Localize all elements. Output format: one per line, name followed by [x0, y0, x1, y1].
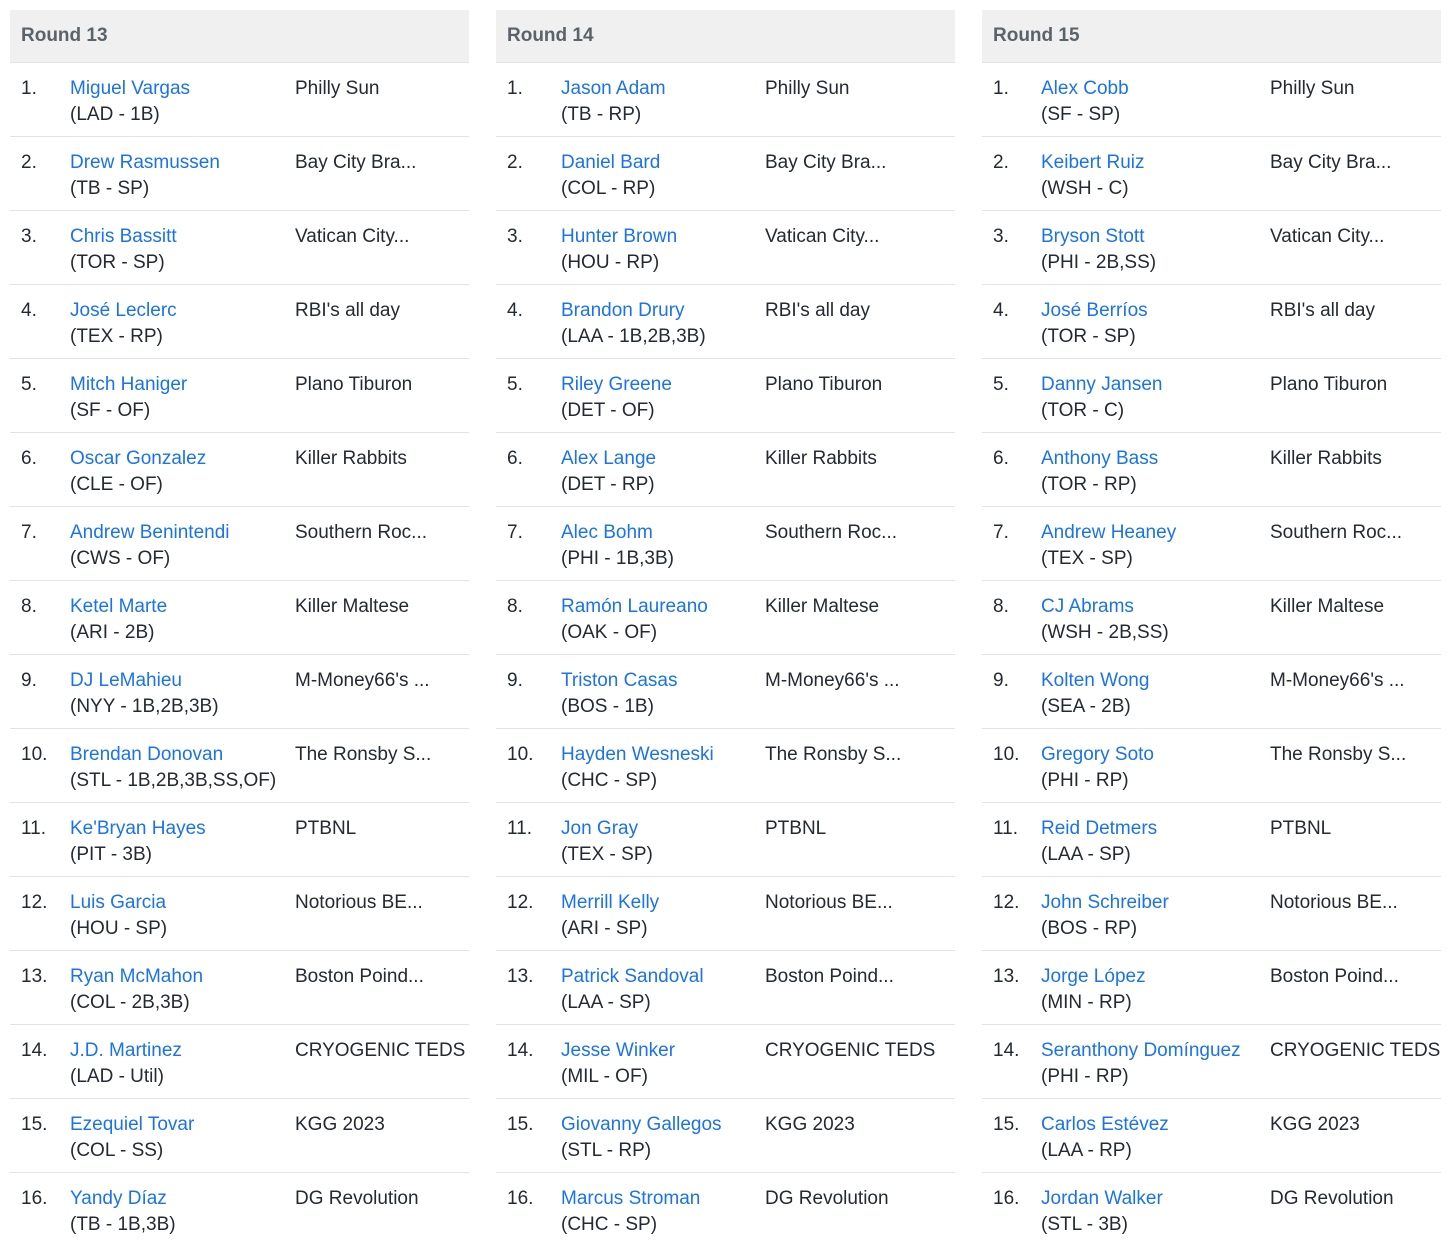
round-header: Round 13 [10, 10, 469, 63]
player-position: (TEX - SP) [1041, 548, 1133, 569]
player-name-link[interactable]: Ketel Marte [70, 596, 168, 617]
fantasy-team-name: Plano Tiburon [295, 374, 413, 395]
pick-number: 5. [993, 374, 1009, 395]
pick-number: 15. [993, 1114, 1020, 1135]
pick-player [561, 668, 765, 720]
player-name-link[interactable]: Merrill Kelly [561, 892, 660, 913]
fantasy-team-name: DG Revolution [1270, 1188, 1394, 1209]
player-position: (STL - RP) [561, 1140, 652, 1161]
pick-row [496, 1025, 955, 1099]
player-name-link[interactable]: Jason Adam [561, 78, 666, 99]
pick-row [496, 137, 955, 211]
pick-row [982, 1099, 1441, 1173]
pick-number: 15. [507, 1114, 534, 1135]
pick-player [1041, 816, 1270, 868]
player-position: (PIT - 3B) [70, 844, 152, 865]
fantasy-team-name: Vatican City... [295, 226, 410, 247]
pick-row [982, 1025, 1441, 1099]
player-name-link[interactable]: Alex Cobb [1041, 78, 1129, 99]
pick-number: 2. [21, 152, 37, 173]
pick-row [10, 951, 469, 1025]
player-name-link[interactable]: Alec Bohm [561, 522, 653, 543]
pick-row [982, 877, 1441, 951]
player-position: (PHI - 1B,3B) [561, 548, 674, 569]
player-position: (WSH - 2B,SS) [1041, 622, 1169, 643]
pick-row [496, 729, 955, 803]
pick-number: 1. [993, 78, 1009, 99]
pick-number: 12. [21, 892, 48, 913]
pick-row [982, 211, 1441, 285]
player-position: (OAK - OF) [561, 622, 658, 643]
fantasy-team-name: KGG 2023 [765, 1114, 855, 1135]
player-name-link[interactable]: Jesse Winker [561, 1040, 676, 1061]
pick-player [70, 150, 295, 202]
pick-number: 12. [993, 892, 1020, 913]
player-name-link[interactable]: Ramón Laureano [561, 596, 708, 617]
pick-number: 14. [507, 1040, 534, 1061]
player-name-link[interactable]: Alex Lange [561, 448, 657, 469]
pick-row [10, 1025, 469, 1099]
pick-number: 5. [21, 374, 37, 395]
pick-row [982, 1173, 1441, 1247]
pick-player [561, 224, 765, 276]
fantasy-team-name: M-Money66's ... [1270, 670, 1405, 691]
pick-row [10, 581, 469, 655]
fantasy-team-name: The Ronsby S... [295, 744, 432, 765]
fantasy-team-name: Boston Poind... [765, 966, 894, 987]
fantasy-team-name: Killer Maltese [765, 596, 880, 617]
player-name-link[interactable]: Chris Bassitt [70, 226, 177, 247]
player-name-link[interactable]: Riley Greene [561, 374, 672, 395]
round-picks [10, 63, 469, 1247]
player-name-link[interactable]: Gregory Soto [1041, 744, 1154, 765]
pick-number: 4. [993, 300, 1009, 321]
pick-row [982, 507, 1441, 581]
pick-row [982, 285, 1441, 359]
pick-row [496, 1099, 955, 1173]
fantasy-team-name: The Ronsby S... [765, 744, 902, 765]
pick-player [70, 372, 295, 424]
player-position: (WSH - C) [1041, 178, 1129, 199]
pick-row [496, 63, 955, 137]
player-position: (BOS - RP) [1041, 918, 1138, 939]
pick-row [10, 359, 469, 433]
pick-row [982, 433, 1441, 507]
pick-row [10, 1099, 469, 1173]
round-picks [496, 63, 955, 1247]
fantasy-team-name: Philly Sun [765, 78, 850, 99]
player-position: (CWS - OF) [70, 548, 171, 569]
pick-row [496, 433, 955, 507]
pick-number: 6. [993, 448, 1009, 469]
player-position: (TB - RP) [561, 104, 642, 125]
pick-player [1041, 742, 1270, 794]
pick-number: 16. [993, 1188, 1020, 1209]
player-name-link[interactable]: Brandon Drury [561, 300, 685, 321]
fantasy-team-name: Vatican City... [765, 226, 880, 247]
pick-player [70, 298, 295, 350]
draft-results [10, 10, 1441, 1247]
player-name-link[interactable]: John Schreiber [1041, 892, 1169, 913]
round-header: Round 15 [982, 10, 1441, 63]
player-name-link[interactable]: CJ Abrams [1041, 596, 1134, 617]
pick-row [982, 729, 1441, 803]
pick-row [10, 507, 469, 581]
pick-number: 6. [507, 448, 523, 469]
pick-number: 10. [507, 744, 534, 765]
player-position: (ARI - SP) [561, 918, 648, 939]
pick-number: 7. [21, 522, 37, 543]
pick-player [1041, 76, 1270, 128]
pick-number: 2. [993, 152, 1009, 173]
pick-player [561, 1038, 765, 1090]
pick-number: 14. [21, 1040, 48, 1061]
fantasy-team-name: Plano Tiburon [1270, 374, 1388, 395]
player-position: (PHI - 2B,SS) [1041, 252, 1157, 273]
player-name-link[interactable]: Oscar Gonzalez [70, 448, 207, 469]
fantasy-team-name: PTBNL [1270, 818, 1332, 839]
pick-row [982, 359, 1441, 433]
pick-player [1041, 964, 1270, 1016]
player-name-link[interactable]: DJ LeMahieu [70, 670, 182, 691]
player-position: (DET - RP) [561, 474, 655, 495]
pick-player [561, 1186, 765, 1238]
player-name-link[interactable]: Anthony Bass [1041, 448, 1159, 469]
pick-row [10, 1173, 469, 1247]
fantasy-team-name: Killer Maltese [1270, 596, 1385, 617]
pick-number: 3. [21, 226, 37, 247]
fantasy-team-name: Killer Rabbits [765, 448, 877, 469]
player-name-link[interactable]: José Berríos [1041, 300, 1148, 321]
round-column [10, 10, 469, 1247]
pick-player [1041, 1112, 1270, 1164]
fantasy-team-name: CRYOGENIC TEDS [765, 1040, 936, 1061]
fantasy-team-name: Killer Rabbits [295, 448, 407, 469]
pick-row [982, 951, 1441, 1025]
pick-player [561, 1112, 765, 1164]
player-name-link[interactable]: Bryson Stott [1041, 226, 1145, 247]
pick-number: 8. [993, 596, 1009, 617]
pick-player [561, 150, 765, 202]
player-name-link[interactable]: Carlos Estévez [1041, 1114, 1169, 1135]
player-name-link[interactable]: Seranthony Domínguez [1041, 1040, 1241, 1061]
pick-player [1041, 1038, 1270, 1090]
pick-player [70, 816, 295, 868]
player-position: (HOU - RP) [561, 252, 660, 273]
round-header: Round 14 [496, 10, 955, 63]
pick-player [1041, 298, 1270, 350]
player-name-link[interactable]: Danny Jansen [1041, 374, 1163, 395]
pick-row [10, 433, 469, 507]
pick-row [496, 1173, 955, 1247]
player-name-link[interactable]: Triston Casas [561, 670, 678, 691]
player-name-link[interactable]: José Leclerc [70, 300, 177, 321]
pick-row [496, 211, 955, 285]
round-column [982, 10, 1441, 1247]
fantasy-team-name: Bay City Bra... [295, 152, 417, 173]
fantasy-team-name: Notorious BE... [765, 892, 893, 913]
player-name-link[interactable]: Drew Rasmussen [70, 152, 220, 173]
player-position: (BOS - 1B) [561, 696, 654, 717]
fantasy-team-name: Boston Poind... [295, 966, 424, 987]
pick-number: 13. [993, 966, 1020, 987]
pick-player [561, 964, 765, 1016]
pick-number: 10. [993, 744, 1020, 765]
pick-number: 13. [507, 966, 534, 987]
pick-row [10, 63, 469, 137]
fantasy-team-name: The Ronsby S... [1270, 744, 1407, 765]
fantasy-team-name: KGG 2023 [1270, 1114, 1360, 1135]
pick-row [10, 285, 469, 359]
pick-row [10, 137, 469, 211]
player-name-link[interactable]: Kolten Wong [1041, 670, 1150, 691]
pick-player [561, 298, 765, 350]
fantasy-team-name: Philly Sun [295, 78, 380, 99]
pick-number: 11. [993, 818, 1019, 839]
pick-player [561, 372, 765, 424]
player-position: (LAA - RP) [1041, 1140, 1132, 1161]
pick-row [982, 655, 1441, 729]
fantasy-team-name: Bay City Bra... [765, 152, 887, 173]
player-position: (TOR - SP) [1041, 326, 1136, 347]
player-name-link[interactable]: Jordan Walker [1041, 1188, 1163, 1209]
pick-number: 3. [993, 226, 1009, 247]
pick-player [70, 890, 295, 942]
fantasy-team-name: PTBNL [765, 818, 827, 839]
pick-player [70, 964, 295, 1016]
fantasy-team-name: Southern Roc... [1270, 522, 1403, 543]
player-name-link[interactable]: Keibert Ruiz [1041, 152, 1145, 173]
fantasy-team-name: RBI's all day [765, 300, 871, 321]
pick-number: 9. [21, 670, 37, 691]
player-position: (MIL - OF) [561, 1066, 648, 1087]
player-position: (COL - SS) [70, 1140, 164, 1161]
player-position: (PHI - RP) [1041, 770, 1129, 791]
pick-row [496, 581, 955, 655]
fantasy-team-name: DG Revolution [765, 1188, 889, 1209]
player-position: (COL - 2B,3B) [70, 992, 190, 1013]
pick-number: 10. [21, 744, 48, 765]
player-position: (LAA - SP) [1041, 844, 1131, 865]
player-position: (SF - OF) [70, 400, 151, 421]
player-position: (LAD - Util) [70, 1066, 164, 1087]
pick-row [982, 63, 1441, 137]
player-name-link[interactable]: Brendan Donovan [70, 744, 224, 765]
pick-number: 4. [507, 300, 523, 321]
pick-row [496, 655, 955, 729]
player-name-link[interactable]: J.D. Martinez [70, 1040, 182, 1061]
pick-row [982, 803, 1441, 877]
player-name-link[interactable]: Ryan McMahon [70, 966, 204, 987]
pick-player [70, 742, 295, 794]
pick-row [10, 877, 469, 951]
pick-row [496, 507, 955, 581]
pick-number: 2. [507, 152, 523, 173]
player-position: (ARI - 2B) [70, 622, 155, 643]
pick-player [70, 520, 295, 572]
player-name-link[interactable]: Giovanny Gallegos [561, 1114, 722, 1135]
pick-player [70, 1186, 295, 1238]
player-position: (COL - RP) [561, 178, 656, 199]
pick-number: 7. [507, 522, 523, 543]
pick-player [70, 594, 295, 646]
pick-player [561, 76, 765, 128]
fantasy-team-name: Southern Roc... [765, 522, 898, 543]
pick-row [10, 211, 469, 285]
pick-player [70, 224, 295, 276]
player-position: (TB - SP) [70, 178, 150, 199]
pick-number: 13. [21, 966, 48, 987]
player-name-link[interactable]: Andrew Heaney [1041, 522, 1177, 543]
player-position: (LAA - SP) [561, 992, 651, 1013]
pick-number: 16. [21, 1188, 48, 1209]
pick-number: 8. [21, 596, 37, 617]
pick-row [10, 729, 469, 803]
player-position: (TOR - RP) [1041, 474, 1137, 495]
fantasy-team-name: Bay City Bra... [1270, 152, 1392, 173]
player-position: (MIN - RP) [1041, 992, 1132, 1013]
fantasy-team-name: CRYOGENIC TEDS [295, 1040, 466, 1061]
player-position: (SF - SP) [1041, 104, 1121, 125]
player-name-link[interactable]: Marcus Stroman [561, 1188, 701, 1209]
pick-player [1041, 372, 1270, 424]
fantasy-team-name: Plano Tiburon [765, 374, 883, 395]
player-position: (HOU - SP) [70, 918, 168, 939]
fantasy-team-name: Notorious BE... [1270, 892, 1398, 913]
pick-player [561, 890, 765, 942]
pick-number: 3. [507, 226, 523, 247]
fantasy-team-name: Southern Roc... [295, 522, 428, 543]
player-position: (CLE - OF) [70, 474, 163, 495]
fantasy-team-name: Killer Rabbits [1270, 448, 1382, 469]
pick-number: 15. [21, 1114, 48, 1135]
pick-row [496, 359, 955, 433]
player-position: (TB - 1B,3B) [70, 1214, 176, 1235]
fantasy-team-name: RBI's all day [295, 300, 401, 321]
fantasy-team-name: RBI's all day [1270, 300, 1376, 321]
pick-number: 11. [21, 818, 47, 839]
pick-number: 1. [21, 78, 37, 99]
player-position: (CHC - SP) [561, 770, 658, 791]
pick-row [10, 803, 469, 877]
player-position: (TOR - C) [1041, 400, 1125, 421]
player-position: (TEX - RP) [70, 326, 163, 347]
pick-player [1041, 446, 1270, 498]
fantasy-team-name: M-Money66's ... [765, 670, 900, 691]
player-name-link[interactable]: Hayden Wesneski [561, 744, 714, 765]
player-position: (DET - OF) [561, 400, 655, 421]
pick-player [561, 594, 765, 646]
pick-row [496, 803, 955, 877]
pick-player [1041, 150, 1270, 202]
pick-number: 16. [507, 1188, 534, 1209]
pick-player [1041, 890, 1270, 942]
fantasy-team-name: Killer Maltese [295, 596, 410, 617]
pick-player [561, 742, 765, 794]
pick-number: 1. [507, 78, 523, 99]
player-position: (TEX - SP) [561, 844, 653, 865]
pick-player [70, 1112, 295, 1164]
round-column [496, 10, 955, 1247]
pick-player [1041, 594, 1270, 646]
pick-player [1041, 520, 1270, 572]
player-name-link[interactable]: Mitch Haniger [70, 374, 188, 395]
player-position: (NYY - 1B,2B,3B) [70, 696, 219, 717]
player-position: (STL - 1B,2B,3B,SS,OF) [70, 770, 277, 791]
pick-number: 8. [507, 596, 523, 617]
fantasy-team-name: PTBNL [295, 818, 357, 839]
player-name-link[interactable]: Reid Detmers [1041, 818, 1158, 839]
player-name-link[interactable]: Hunter Brown [561, 226, 678, 247]
player-position: (TOR - SP) [70, 252, 165, 273]
pick-row [496, 877, 955, 951]
player-name-link[interactable]: Andrew Benintendi [70, 522, 230, 543]
pick-row [496, 285, 955, 359]
player-position: (LAD - 1B) [70, 104, 160, 125]
pick-number: 12. [507, 892, 534, 913]
round-picks [982, 63, 1441, 1247]
player-position: (LAA - 1B,2B,3B) [561, 326, 706, 347]
fantasy-team-name: DG Revolution [295, 1188, 419, 1209]
pick-player [1041, 1186, 1270, 1238]
pick-number: 7. [993, 522, 1009, 543]
pick-player [70, 76, 295, 128]
pick-row [496, 951, 955, 1025]
pick-player [1041, 668, 1270, 720]
player-name-link[interactable]: Ezequiel Tovar [70, 1114, 195, 1135]
pick-number: 9. [507, 670, 523, 691]
player-name-link[interactable]: Jorge López [1041, 966, 1146, 987]
player-name-link[interactable]: Patrick Sandoval [561, 966, 704, 987]
player-name-link[interactable]: Miguel Vargas [70, 78, 191, 99]
pick-player [561, 816, 765, 868]
player-name-link[interactable]: Jon Gray [561, 818, 639, 839]
pick-player [561, 446, 765, 498]
pick-row [982, 581, 1441, 655]
fantasy-team-name: Notorious BE... [295, 892, 423, 913]
pick-row [10, 655, 469, 729]
pick-player [561, 520, 765, 572]
pick-player [1041, 224, 1270, 276]
pick-number: 11. [507, 818, 533, 839]
pick-player [70, 668, 295, 720]
fantasy-team-name: Vatican City... [1270, 226, 1385, 247]
pick-player [70, 1038, 295, 1090]
player-name-link[interactable]: Luis Garcia [70, 892, 167, 913]
fantasy-team-name: Philly Sun [1270, 78, 1355, 99]
pick-number: 4. [21, 300, 37, 321]
pick-number: 6. [21, 448, 37, 469]
player-position: (SEA - 2B) [1041, 696, 1131, 717]
player-position: (CHC - SP) [561, 1214, 658, 1235]
fantasy-team-name: KGG 2023 [295, 1114, 385, 1135]
player-position: (STL - 3B) [1041, 1214, 1128, 1235]
player-position: (PHI - RP) [1041, 1066, 1129, 1087]
pick-player [70, 446, 295, 498]
fantasy-team-name: M-Money66's ... [295, 670, 430, 691]
player-name-link[interactable]: Yandy Díaz [70, 1188, 167, 1209]
player-name-link[interactable]: Ke'Bryan Hayes [70, 818, 206, 839]
fantasy-team-name: CRYOGENIC TEDS [1270, 1040, 1441, 1061]
player-name-link[interactable]: Daniel Bard [561, 152, 661, 173]
fantasy-team-name: Boston Poind... [1270, 966, 1399, 987]
pick-row [982, 137, 1441, 211]
pick-number: 9. [993, 670, 1009, 691]
pick-number: 5. [507, 374, 523, 395]
pick-number: 14. [993, 1040, 1020, 1061]
